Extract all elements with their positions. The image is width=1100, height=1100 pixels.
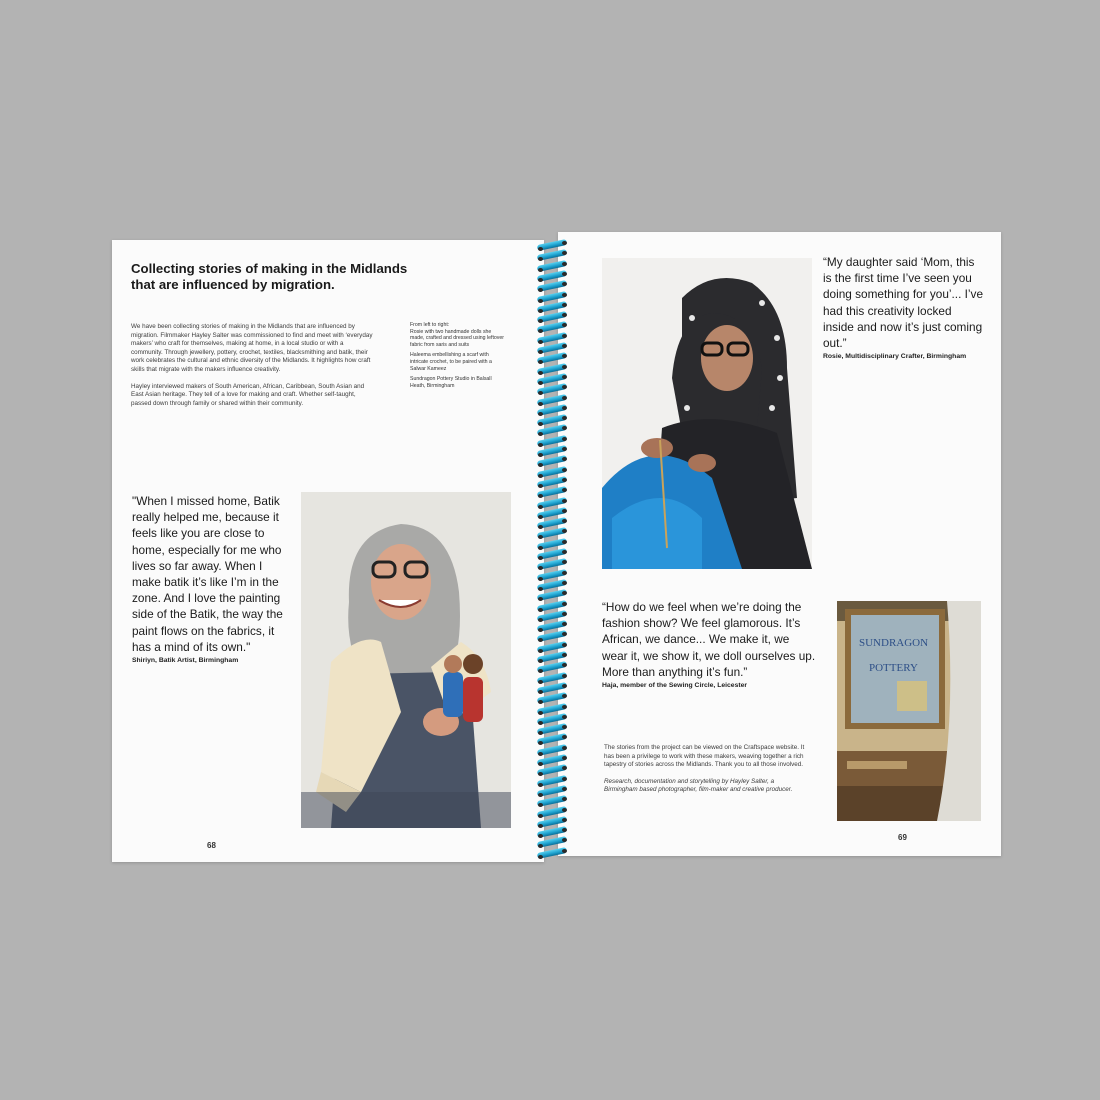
binding-hole	[538, 690, 543, 694]
binding-hole	[538, 824, 543, 828]
photo-shiriyn-with-dolls	[301, 492, 511, 828]
binding-hole	[538, 721, 543, 725]
binding-hole	[562, 540, 567, 544]
binding-hole	[562, 272, 567, 276]
binding-hole	[538, 649, 543, 653]
binding-hole	[538, 566, 543, 570]
binding-hole	[538, 443, 543, 447]
binding-hole	[538, 484, 543, 488]
binding-hole	[562, 478, 567, 482]
crochet-illustration	[602, 258, 812, 569]
binding-hole	[538, 463, 543, 467]
binding-hole	[562, 550, 567, 554]
binding-hole	[562, 416, 567, 420]
binding-hole	[562, 334, 567, 338]
binding-hole	[562, 684, 567, 688]
binding-hole	[538, 329, 543, 333]
binding-hole	[538, 546, 543, 550]
intro-text	[131, 323, 376, 416]
binding-hole	[538, 299, 543, 303]
pull-quote: “My daughter said ‘Mom, this is the first time I’ve seen you doing something for you’... I’ve had this creativity locked inside and now it’s just coming out.”	[823, 255, 984, 351]
binding-hole	[538, 474, 543, 478]
binding-hole	[538, 803, 543, 807]
binding-hole	[562, 375, 567, 379]
binding-hole	[562, 777, 567, 781]
photo-sundragon-pottery-studio	[837, 601, 981, 821]
quote-attribution: Haja, member of the Sewing Circle, Leicester	[602, 682, 748, 690]
binding-hole	[538, 309, 543, 313]
caption-item: Haleema embellishing a scarf with intricate crochet, to be paired with a Salwar Kameez	[410, 352, 492, 372]
binding-hole	[538, 288, 543, 292]
binding-hole	[538, 453, 543, 457]
binding-hole	[562, 725, 567, 729]
binding-hole	[538, 268, 543, 272]
binding-hole	[562, 643, 567, 647]
quote-block-rosie	[823, 254, 985, 360]
binding-hole	[538, 700, 543, 704]
studio-illustration	[837, 601, 981, 821]
binding-hole	[538, 762, 543, 766]
photo-captions	[410, 322, 506, 393]
binding-hole	[538, 731, 543, 735]
binding-hole	[562, 766, 567, 770]
binding-hole	[538, 350, 543, 354]
binding-hole	[562, 262, 567, 266]
binding-hole	[562, 323, 567, 327]
svg-text:SUNDRAGON: SUNDRAGON	[859, 637, 929, 649]
binding-hole	[562, 509, 567, 513]
binding-hole	[562, 447, 567, 451]
binding-hole	[538, 371, 543, 375]
quote-block-haja	[602, 599, 817, 689]
quote-attribution: Shiriyn, Batik Artist, Birmingham	[132, 657, 239, 665]
binding-hole	[562, 581, 567, 585]
binding-hole	[538, 855, 543, 859]
binding-hole	[562, 663, 567, 667]
binding-hole	[562, 787, 567, 791]
binding-hole	[562, 426, 567, 430]
caption-label: From left to right:	[410, 322, 450, 328]
binding-hole	[562, 488, 567, 492]
binding-hole	[538, 494, 543, 498]
binding-hole	[562, 591, 567, 595]
binding-hole	[538, 402, 543, 406]
binding-hole	[538, 628, 543, 632]
binding-hole	[562, 746, 567, 750]
binding-hole	[562, 560, 567, 564]
binding-hole	[562, 293, 567, 297]
binding-hole	[562, 344, 567, 348]
binding-hole	[562, 756, 567, 760]
binding-hole	[562, 838, 567, 842]
binding-hole	[562, 529, 567, 533]
binding-hole	[562, 653, 567, 657]
page-number: 69	[898, 833, 907, 842]
binding-hole	[538, 618, 543, 622]
caption-item: Sundragon Pottery Studio in Balsall Heath, Birmingham	[410, 376, 492, 389]
binding-hole	[562, 735, 567, 739]
binding-hole	[538, 608, 543, 612]
closing-text	[604, 744, 809, 803]
binding-hole	[538, 257, 543, 261]
binding-hole	[538, 844, 543, 848]
binding-hole	[562, 849, 567, 853]
binding-hole	[538, 597, 543, 601]
photo-rosie-crochet	[602, 258, 812, 569]
credit-paragraph: Research, documentation and storytelling by Hayley Salter, a Birmingham based photographer, film-maker and creative producer.	[604, 777, 793, 794]
binding-hole	[562, 602, 567, 606]
binding-hole	[562, 468, 567, 472]
binding-hole	[562, 674, 567, 678]
binding-hole	[562, 313, 567, 317]
binding-hole	[562, 519, 567, 523]
binding-hole	[562, 571, 567, 575]
binding-hole	[562, 499, 567, 503]
spiral-binding	[535, 240, 571, 858]
binding-hole	[562, 694, 567, 698]
binding-hole	[538, 535, 543, 539]
binding-hole	[538, 783, 543, 787]
binding-hole	[538, 412, 543, 416]
binding-hole	[562, 303, 567, 307]
binding-hole	[538, 659, 543, 663]
intro-paragraph-2: Hayley interviewed makers of South American, African, Caribbean, South Asian and East Asian heritage. They tell of a love for making and craft. Whether self-taught, passed down through family or shared within their community.	[131, 382, 365, 407]
binding-hole	[562, 715, 567, 719]
binding-hole	[538, 381, 543, 385]
left-page	[112, 240, 544, 862]
binding-hole	[562, 437, 567, 441]
binding-hole	[562, 808, 567, 812]
binding-hole	[538, 360, 543, 364]
binding-hole	[538, 741, 543, 745]
binding-hole	[562, 797, 567, 801]
binding-hole	[538, 793, 543, 797]
binding-hole	[562, 622, 567, 626]
binding-hole	[562, 365, 567, 369]
binding-hole	[538, 669, 543, 673]
pull-quote: "When I missed home, Batik really helped me, because it feels like you are close to home, especially for me who lives so far away. When I make batik it’s like I’m in the zone. And I love the painting side of the Batik, the way the paint flows on the fabrics, it has a mind of its own."	[132, 494, 283, 654]
quote-block-shiriyn	[132, 493, 292, 664]
binding-hole	[562, 705, 567, 709]
binding-hole	[538, 340, 543, 344]
binding-hole	[538, 577, 543, 581]
binding-hole	[538, 752, 543, 756]
portrait-illustration	[301, 492, 511, 828]
binding-hole	[538, 834, 543, 838]
binding-hole	[562, 828, 567, 832]
intro-paragraph-1: We have been collecting stories of making in the Midlands that are influenced by migration. Filmmaker Hayley Salter was commissioned to find and meet with ‘everyday makers’ who craft for themselves, making at home, in a local studio or with a community. Through jewellery, pottery, crochet, textiles, blacksmithing and batik, their work celebrates the cultural and ethnic diversity of the Midlands. It highlights how craft skills that migrate with the makers influence creativity.	[131, 323, 373, 373]
binding-hole	[538, 587, 543, 591]
binding-hole	[562, 282, 567, 286]
binding-hole	[538, 432, 543, 436]
quote-attribution: Rosie, Multidisciplinary Crafter, Birmingham	[823, 353, 967, 361]
binding-hole	[538, 525, 543, 529]
binding-hole	[538, 638, 543, 642]
binding-hole	[538, 278, 543, 282]
binding-hole	[562, 818, 567, 822]
binding-hole	[538, 319, 543, 323]
binding-hole	[538, 711, 543, 715]
page-heading: Collecting stories of making in the Midlands that are influenced by migration.	[131, 261, 408, 292]
closing-paragraph: The stories from the project can be viewed on the Craftspace website. It has been a privilege to work with these makers, weaving together a rich tapestry of stories across the Midlands. Thank you to all those involved.	[604, 744, 805, 769]
binding-hole	[562, 406, 567, 410]
binding-hole	[538, 391, 543, 395]
binding-hole	[538, 680, 543, 684]
binding-hole	[562, 385, 567, 389]
caption-item: Rosie with two handmade dolls she made, crafted and dressed using leftover fabric from saris and suits	[410, 328, 505, 348]
binding-hole	[562, 612, 567, 616]
binding-hole	[538, 772, 543, 776]
pull-quote: “How do we feel when we’re doing the fashion show? We feel glamorous. It’s African, we dance... We make it, we wear it, we show it, we doll ourselves up. More than anything it’s fun.”	[602, 600, 816, 679]
binding-hole	[562, 241, 567, 245]
binding-hole	[538, 422, 543, 426]
binding-hole	[562, 396, 567, 400]
binding-hole	[538, 556, 543, 560]
binding-hole	[562, 354, 567, 358]
binding-hole	[538, 505, 543, 509]
binding-hole	[562, 457, 567, 461]
page-number: 68	[207, 841, 216, 850]
right-page	[558, 232, 1001, 856]
binding-hole	[562, 251, 567, 255]
binding-hole	[538, 515, 543, 519]
binding-hole	[562, 632, 567, 636]
svg-text:POTTERY: POTTERY	[869, 662, 918, 674]
binding-hole	[538, 247, 543, 251]
binding-hole	[538, 814, 543, 818]
